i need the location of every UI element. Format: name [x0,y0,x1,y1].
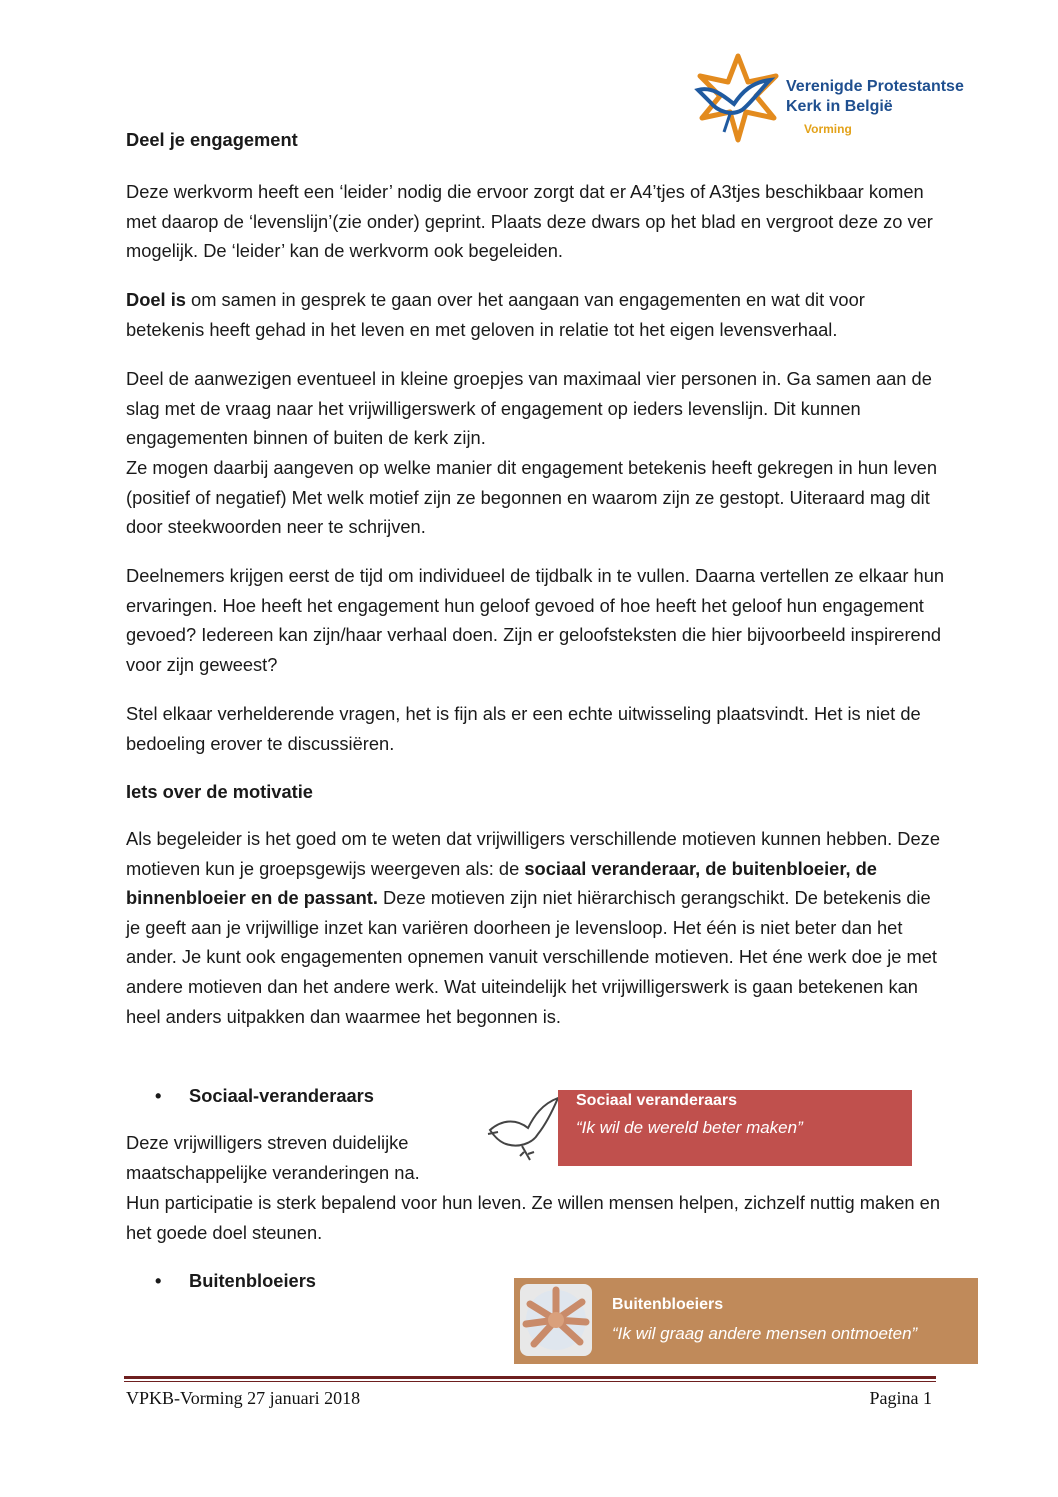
banner-sociaal-title: Sociaal veranderaars [576,1092,737,1109]
paragraph-sociaal-participatie: Hun participatie is sterk bepalend voor hun leven. Ze willen mensen helpen, zichzelf nuttig maken en het goede doel steunen. [126,1192,940,1243]
footer-rule-thin [124,1381,936,1382]
paragraph-deelnemers: Deelnemers krijgen eerst de tijd om individueel de tijdbalk in te vullen. Daarna vertellen ze elkaar hun ervaringen. Hoe heeft het engagement hun geloof gevoed of hoe heeft het geloof hun engagement gevoed? Iedereen kan zijn/haar verhaal doen. Zijn er geloofsteksten die hier bijvoorbeeld inspirerend voor zijn geweest? [126,565,945,675]
doel-text: om samen in gesprek te gaan over het aangaan van engagementen en wat dit voor betekenis heeft gehad in het leven en met geloven in relatie tot het eigen levensverhaal. [126,289,865,340]
footer-page-number: Pagina 1 [869,1388,932,1408]
heading-motivatie: Iets over de motivatie [126,781,313,802]
hands-photo [520,1284,592,1356]
motieven-bold: sociaal veranderaar, de buitenbloeier, de binnenbloeier en de passant. [126,857,877,909]
dove-icon [484,1090,564,1166]
doel-label: Doel is [126,289,186,310]
banner-buiten-title: Buitenbloeiers [612,1296,724,1313]
paragraph-motieven [126,824,946,1031]
heading-deel-je-engagement: Deel je engagement [126,129,298,150]
motieven-text-a: Als begeleider is het goed om te weten dat vrijwilligers verschillende motieven kunnen hebben. Deze motieven kun je groepsgewijs weergeven als: de [126,828,940,879]
bullet-buitenbloeiers [155,1266,316,1296]
banner-sociaal-veranderaars [484,1090,912,1166]
bullet-dot: • [155,1085,162,1106]
logo-line-1: Verenigde Protestantse [786,78,964,95]
footer-left: VPKB-Vorming 27 januari 2018 [126,1388,361,1408]
paragraph-doel [126,285,946,344]
banner-buitenbloeiers [514,1278,978,1364]
bullet-label: Buitenbloeiers [189,1270,316,1291]
paragraph-intro: Deze werkvorm heeft een ‘leider’ nodig die ervoor zorgt dat er A4’tjes of A3tjes beschikbaar komen met daarop de ‘levenslijn’(zie onder) geprint. Plaats deze dwars op het blad en vergroot deze zo ver mogelijk. De ‘leider’ kan de werkvorm ook begeleiden. [126,181,933,262]
hands-icon [520,1284,592,1356]
banner-sociaal-quote: “Ik wil de wereld beter maken” [576,1118,803,1137]
banner-buiten-quote: “Ik wil graag andere mensen ontmoeten” [612,1324,918,1343]
logo-line-3: Vorming [804,122,852,136]
bullet-dot: • [155,1270,162,1291]
motieven-text-b: Deze motieven zijn niet hiërarchisch gerangschikt. De betekenis die je geeft aan je vrijwillige inzet kan variëren doorheen je levensloop. Het één is niet beter dan het ander. Je kunt ook engagementen opnemen vanuit verschillende motieven. Het éne werk doe je met andere motieven dan het andere werk. Wat uiteindelijk het vrijwilligerswerk is gaan betekenen kan heel anders uitpakken dan waarmee het begonnen is. [126,887,937,1027]
bullet-label: Sociaal-veranderaars [189,1085,374,1106]
logo-line-2: Kerk in België [786,98,893,115]
bullet-sociaal-veranderaars [155,1081,374,1111]
paragraph-vragen: Stel elkaar verhelderende vragen, het is fijn als er een echte uitwisseling plaatsvindt. Het is niet de bedoeling erover te discussiëren. [126,703,921,754]
paragraph-aangeven: Ze mogen daarbij aangeven op welke manier dit engagement betekenis heeft gekregen in hun leven (positief of negatief) Met welk motief zijn ze begonnen en waarom zijn ze gestopt. Uiteraard mag dit door steekwoorden neer te schrijven. [126,457,938,538]
paragraph-groepjes: Deel de aanwezigen eventueel in kleine groepjes van maximaal vier personen in. Ga samen aan de slag met de vraag naar het vrijwilligerswerk of engagement op ieders levenslijn. Dit kunnen engagementen binnen of buiten de kerk zijn. [126,368,932,449]
footer-rule-thick [124,1376,936,1379]
paragraph-sociaal-intro: Deze vrijwilligers streven duidelijke maatschappelijke veranderingen na. [126,1132,420,1183]
